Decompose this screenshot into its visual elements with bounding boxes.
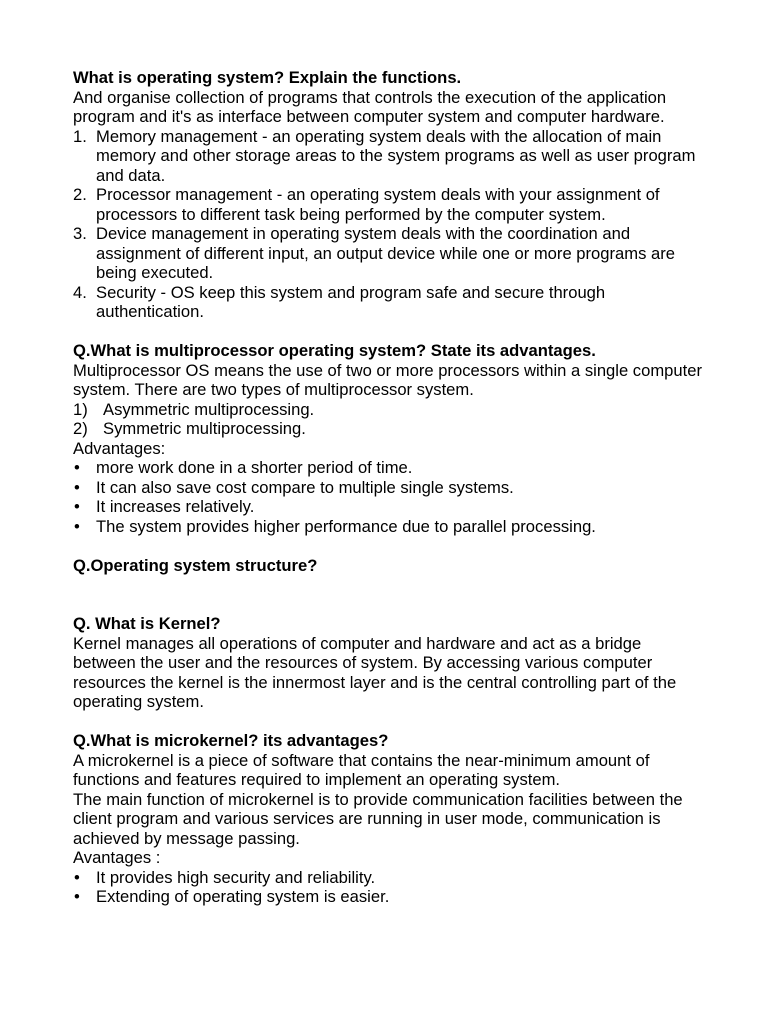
heading-multiprocessor: Q.What is multiprocessor operating system? State its advantages. (73, 341, 596, 360)
spacer (73, 712, 703, 732)
spacer (73, 536, 703, 556)
list-item-text: more work done in a shorter period of time. (96, 458, 413, 477)
microkernel-advantages-list (73, 868, 703, 907)
list-number: 2) (73, 419, 88, 438)
list-item (73, 497, 703, 517)
section-operating-system (73, 68, 703, 322)
list-item (73, 185, 703, 224)
list-item (73, 478, 703, 498)
advantages-label: Avantages : (73, 848, 161, 867)
microkernel-para-1: A microkernel is a piece of software that contains the near-minimum amount of functions and features required to implement an operating system. (73, 750, 650, 789)
section-structure (73, 556, 703, 576)
os-intro: And organise collection of programs that controls the execution of the application program and it's as interface between computer system and computer hardware. (73, 87, 667, 126)
microkernel-para-2: The main function of microkernel is to provide communication facilities between the client program and various services are running in user mode, communication is achieved by message passing. (73, 789, 683, 848)
list-item (73, 419, 703, 439)
list-item-text: Asymmetric multiprocessing. (103, 399, 315, 419)
list-item-text: Symmetric multiprocessing. (103, 419, 306, 438)
bullet-icon: • (74, 497, 80, 516)
bullet-icon: • (74, 867, 80, 887)
list-number: 1. (73, 126, 87, 146)
document-page (73, 68, 703, 907)
list-item (73, 224, 703, 283)
list-item (73, 517, 703, 537)
spacer (73, 322, 703, 342)
os-functions-list (73, 127, 703, 322)
list-item (73, 127, 703, 186)
list-item-text: It can also save cost compare to multiple single systems. (96, 477, 514, 497)
multiprocessor-advantages-list (73, 458, 703, 536)
list-number: 4. (73, 282, 87, 302)
spacer (73, 575, 703, 614)
list-item-text: It increases relatively. (96, 497, 255, 516)
section-multiprocessor (73, 341, 703, 536)
list-item-text: Extending of operating system is easier. (96, 887, 390, 906)
kernel-body: Kernel manages all operations of computer and hardware and act as a bridge between the user and the resources of system. By accessing various computer resources the kernel is the innermost layer and is the central controlling part of the operating system. (73, 633, 677, 711)
list-item-text: The system provides higher performance due to parallel processing. (96, 516, 596, 536)
multiprocessor-intro: Multiprocessor OS means the use of two or more processors within a single computer system. There are two types of multiprocessor system. (73, 360, 702, 399)
advantages-label: Advantages: (73, 438, 166, 458)
heading-operating-system: What is operating system? Explain the functions. (73, 68, 462, 87)
list-item-text: Memory management - an operating system deals with the allocation of main memory and other storage areas to the system programs as well as user program and data. (96, 126, 696, 185)
list-item-text: It provides high security and reliability. (96, 867, 376, 887)
heading-structure: Q.Operating system structure? (73, 555, 318, 575)
list-number: 2. (73, 185, 87, 204)
list-item-text: Processor management - an operating system deals with your assignment of processors to different task being performed by the computer system. (96, 185, 660, 224)
list-item (73, 868, 703, 888)
bullet-icon: • (74, 477, 80, 497)
list-item (73, 283, 703, 322)
list-item-text: Device management in operating system deals with the coordination and assignment of different input, an output device while one or more programs are being executed. (96, 224, 675, 282)
list-item-text: Security - OS keep this system and program safe and secure through authentication. (96, 282, 606, 321)
bullet-icon: • (74, 516, 80, 536)
multiprocessor-types-list (73, 400, 703, 439)
section-kernel (73, 614, 703, 712)
heading-microkernel: Q.What is microkernel? its advantages? (73, 731, 389, 750)
list-item (73, 887, 703, 907)
list-number: 3. (73, 224, 87, 243)
heading-kernel: Q. What is Kernel? (73, 614, 221, 633)
section-microkernel (73, 731, 703, 907)
list-item (73, 400, 703, 420)
list-number: 1) (73, 399, 88, 419)
list-item (73, 458, 703, 478)
bullet-icon: • (74, 458, 80, 477)
bullet-icon: • (74, 887, 80, 906)
